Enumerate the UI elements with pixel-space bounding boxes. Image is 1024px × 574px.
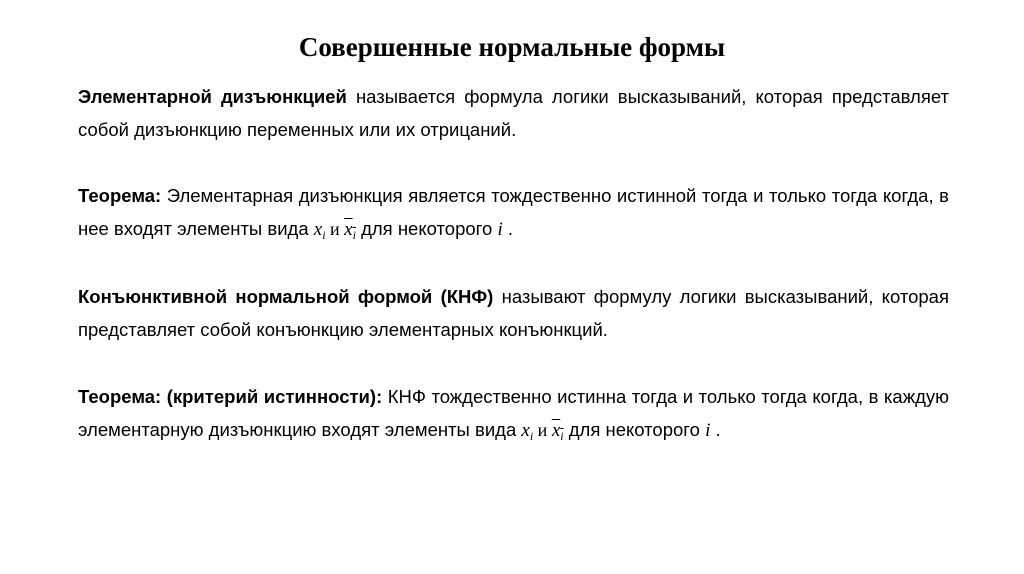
index-i: i <box>497 219 503 240</box>
theorem-tail: для некоторого <box>563 419 706 440</box>
theorem-label: Теорема: (критерий истинности): <box>78 386 383 407</box>
definition-elementary-disjunction <box>78 80 949 146</box>
negated-variable-x-i: $x_i$ <box>344 219 356 242</box>
definition-cnf <box>78 280 949 346</box>
conjunction-and: и <box>325 219 345 239</box>
theorem-tail: для некоторого <box>355 218 498 239</box>
theorem-end: . <box>710 419 721 440</box>
theorem-end: . <box>502 218 513 239</box>
index-i: i <box>705 420 711 441</box>
term-cnf: Конъюнктивной нормальной формой (КНФ) <box>78 286 494 307</box>
theorem-text: Элементарная дизъюнкция является тождественно истинной тогда и только тогда когда, в нее входят элементы вида <box>78 185 949 239</box>
theorem-elementary-disjunction <box>78 179 949 252</box>
negated-variable-x-i: $x_i$ <box>551 420 564 443</box>
theorem-text: КНФ тождественно истинна тогда и только тогда когда, в каждую элементарную дизъюнкцию входят элементы вида <box>78 386 949 440</box>
definition-text: называют формулу логики высказываний, которая представляет собой конъюнкцию элементарных конъюнкций. <box>78 286 949 340</box>
variable-x-i: $x_i$ <box>313 219 326 242</box>
theorem-label: Теорема: <box>78 185 162 206</box>
variable-x-i: $x_i$ <box>521 420 534 443</box>
slide-title: Совершенные нормальные формы <box>298 32 726 62</box>
conjunction-and: и <box>533 420 552 440</box>
definition-text: называется формула логики высказываний, которая представляет собой дизъюнкцию переменных или их отрицаний. <box>78 86 949 140</box>
term-elementary-disjunction: Элементарной дизъюнкцией <box>78 86 347 107</box>
theorem-truth-criterion <box>78 380 949 453</box>
